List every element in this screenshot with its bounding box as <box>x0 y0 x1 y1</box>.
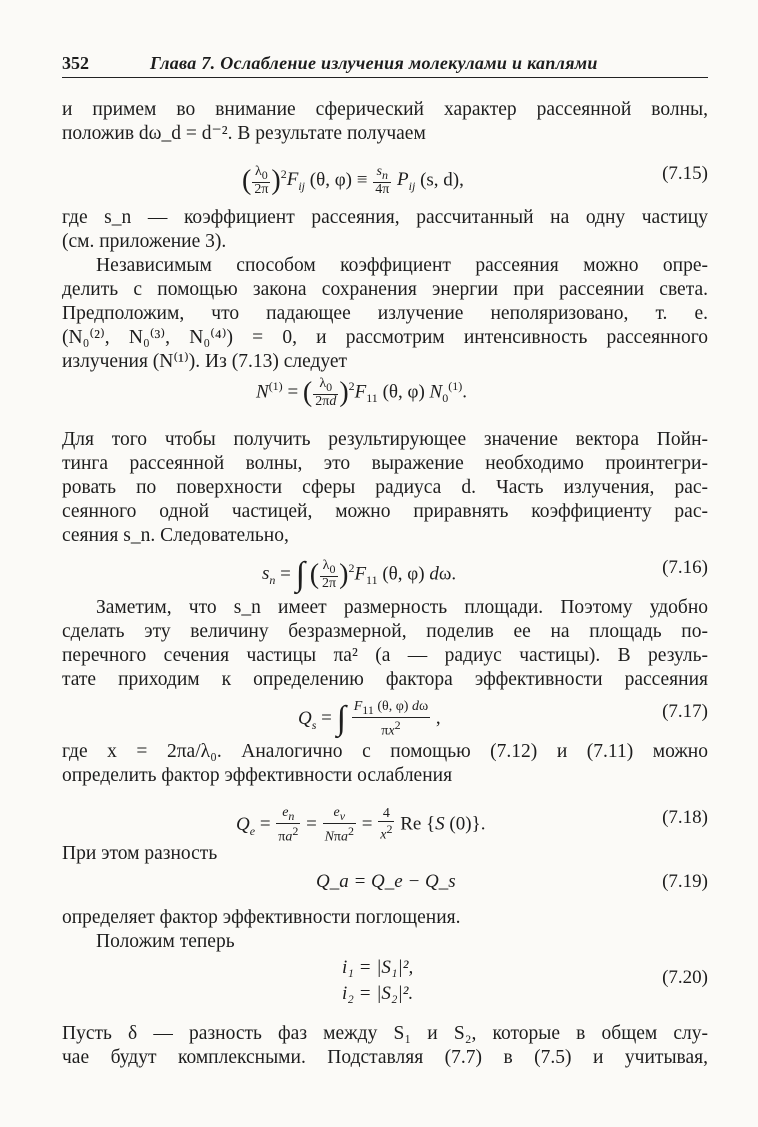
text-line: перечного сечения частицы πa² (a — радиус частицы). В резуль- <box>62 645 708 666</box>
text-line: делить с помощью закона сохранения энергии при рассеянии света. <box>62 279 708 300</box>
text-line: тинга рассеянной волны, это выражение необходимо проинтегри- <box>62 453 708 474</box>
text-line: и примем во внимание сферический характер рассеянной волны, <box>62 99 708 120</box>
text-line: определяет фактор эффективности поглощения. <box>62 907 461 928</box>
equation-number: (7.18) <box>662 807 708 828</box>
text-line: излучения (N⁽¹⁾). Из (7.13) следует <box>62 351 348 372</box>
text-line: где s_n — коэффициент рассеяния, рассчитанный на одну частицу <box>62 207 708 228</box>
text-line: (см. приложение 3). <box>62 231 227 252</box>
page-number: 352 <box>62 53 89 73</box>
text-line: Пусть δ — разность фаз между S₁ и S₂, которые в общем слу- <box>62 1023 708 1044</box>
equation-number: (7.20) <box>662 967 708 988</box>
equation-n1: $N^{(1)}$ = ( $\frac{\lambda_0}{2\pi d}$ )$^2F_{11}$ (θ, φ) $N_0^{(1)}$. <box>256 376 467 409</box>
equation-number: (7.16) <box>662 557 708 578</box>
text-line: (N₀⁽²⁾, N₀⁽³⁾, N₀⁽⁴⁾) = 0, и рассмотрим интенсивность рассеянного <box>62 327 708 348</box>
text-line: чае будут комплексными. Подставляя (7.7) в (7.5) и учитывая, <box>62 1047 708 1068</box>
text-line: ровать по поверхности сферы радиуса d. Часть излучения, рас- <box>62 477 708 498</box>
text-line: При этом разность <box>62 843 218 864</box>
text-line: сеянного одной частицей, можно приравнять коэффициенту рас- <box>62 501 708 522</box>
equation-number: (7.19) <box>662 871 708 892</box>
equation-7-16: $s_n$ = ∫ ( $\frac{\lambda_0}{2\pi}$ )$^2F_{11}$ (θ, φ) dω. <box>262 555 457 593</box>
chapter-title: Глава 7. Ослабление излучения молекулами и каплями <box>150 53 598 73</box>
text-line: сделать эту величину безразмерной, поделив ее на площадь по- <box>62 621 708 642</box>
text-line: определить фактор эффективности ослабления <box>62 765 453 786</box>
text-line: тате приходим к определению фактора эффективности рассеяния <box>62 669 708 690</box>
text-line: Заметим, что s_n имеет размерность площади. Поэтому удобно <box>96 597 708 618</box>
text-line: Положим теперь <box>96 931 235 952</box>
equation-number: (7.17) <box>662 701 708 722</box>
running-header <box>62 53 708 78</box>
text-line: Независимым способом коэффициент рассеяния можно опре- <box>96 255 708 276</box>
text-line: где x = 2πa/λ₀. Аналогично с помощью (7.12) и (7.11) можно <box>62 741 708 762</box>
equation-7-20-line2: i₂ = |S₂|². <box>342 983 414 1004</box>
equation-7-15: ( $\frac{\lambda_0}{2\pi}$ )$^2F_{ij}$ (θ, φ) ≡ $\frac{s_n}{4\pi}$ $P_{ij}$ (s, d), <box>242 164 464 197</box>
equation-7-18: $Q_e$ = $\frac{e_n}{\pi a^2}$ = $\frac{e_v}{N\pi a^2}$ = $\frac{4}{x^2}$ Re {S (0)}. <box>236 805 486 845</box>
equation-7-17: $Q_s$ = ∫ $\frac{F_{11} (\theta, \varphi) d\omega}{\pi x^2}$ , <box>298 699 441 739</box>
equation-number: (7.15) <box>662 163 708 184</box>
equation-7-20-line1: i₁ = |S₁|², <box>342 957 414 978</box>
text-line: Для того чтобы получить результирующее значение вектора Пойн- <box>62 429 708 450</box>
equation-7-19: Q_a = Q_e − Q_s <box>316 871 456 892</box>
text-line: положив dω_d = d⁻². В результате получаем <box>62 123 426 144</box>
text-line: Предположим, что падающее излучение неполяризовано, т. е. <box>62 303 708 324</box>
text-line: сеяния s_n. Следовательно, <box>62 525 289 546</box>
